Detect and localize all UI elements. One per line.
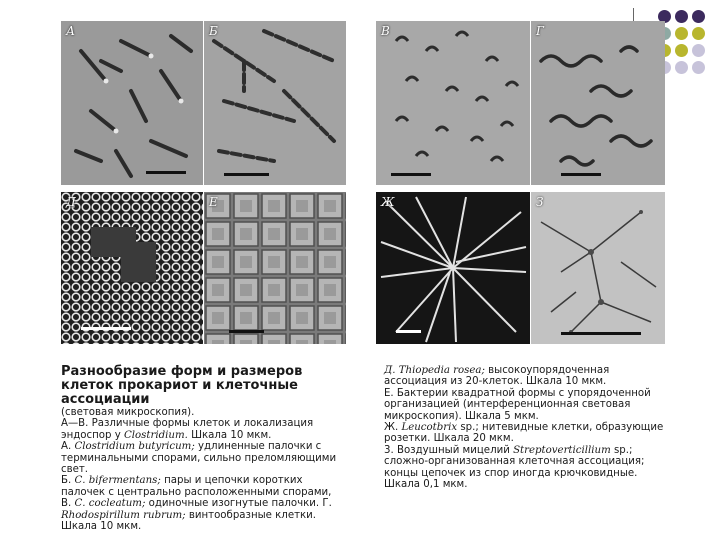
caption-title: Разнообразие форм и размеров клеток прокариот и клеточные ассоциации <box>61 364 303 407</box>
caption-para-d: Д. Thiopedia rosea; высокоупорядоченная ассоциация из 20-клеток. Шкала 10 мкм. <box>384 365 610 388</box>
decorative-dot <box>675 27 688 40</box>
decorative-dot <box>692 10 705 23</box>
caption-line: (световая микроскопия). <box>61 407 195 418</box>
micrograph-zh <box>376 192 530 344</box>
panel-label-v: В <box>381 24 390 38</box>
panel-label-e: Е <box>209 195 218 209</box>
decorative-dot <box>675 61 688 74</box>
decorative-dot <box>692 61 705 74</box>
decorative-dot-grid <box>658 10 706 75</box>
decorative-dot <box>692 27 705 40</box>
caption-para-z: 3. Воздушный мицелий Streptoverticillium sp.; сложно-организованная клеточная ассоциация; концы цепочек из спор иногда крючковидные. Шкала 0,1 мкм. <box>384 444 645 491</box>
micrograph-b <box>204 21 346 185</box>
panel-label-d: Д <box>66 195 76 209</box>
panel-label-a: А <box>66 24 76 38</box>
caption-line: А. Clostridium butyricum; удлиненные палочки с терминальными спорами, сильно преломляющими свет. <box>61 441 337 476</box>
header-tick <box>633 8 634 22</box>
caption-line: Б. С. bifermentans; пары и цепочки коротких палочек с центрально расположенными спорами, В. С. cocleatum; одиночные изогнутые палочки. Г. Rhodospirillum rubrum; винтообразные клетки. Шкала 10 мкм. <box>61 475 332 533</box>
decorative-dot <box>692 44 705 57</box>
caption-right <box>384 365 674 490</box>
micrograph-g <box>531 21 665 185</box>
micrograph-a <box>61 21 203 185</box>
panel-label-g: Г <box>536 24 544 38</box>
decorative-dot <box>675 10 688 23</box>
decorative-dot <box>675 44 688 57</box>
micrograph-z <box>531 192 665 344</box>
caption-para-e: Е. Бактерии квадратной формы с упорядоченной организацией (интерференционная световая микроскопия). Шкала 5 мкм. <box>384 387 651 422</box>
micrograph-e <box>204 192 346 344</box>
caption-para-zh: Ж. Leucotbrix sp.; нитевидные клетки, образующие розетки. Шкала 20 мкм. <box>384 422 664 445</box>
micrograph-v <box>376 21 530 185</box>
panel-label-zh: Ж <box>381 195 395 209</box>
caption-left <box>61 365 343 532</box>
panel-label-z: З <box>536 195 544 209</box>
micrograph-d <box>61 192 203 344</box>
caption-line: А—В. Различные формы клеток и локализация эндоспор у Clostridium. Шкала 10 мкм. <box>61 418 314 441</box>
panel-label-b: Б <box>209 24 218 38</box>
